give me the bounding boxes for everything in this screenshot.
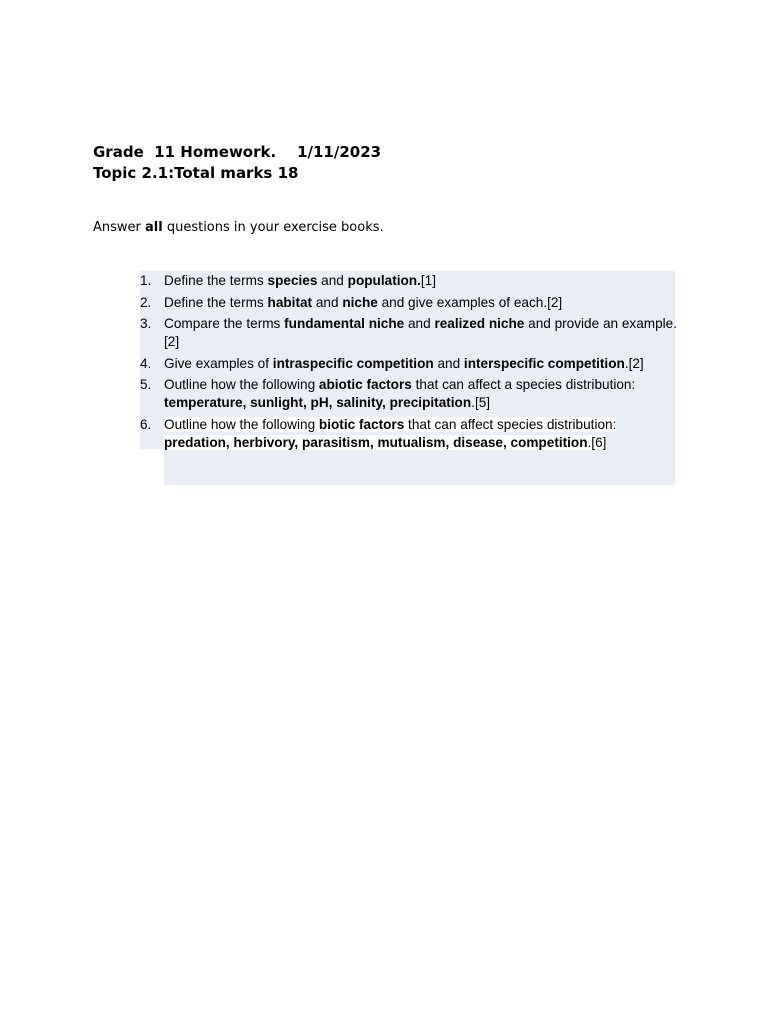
question-term: fundamental niche: [284, 316, 405, 331]
question-number: 3.: [140, 316, 152, 331]
instruction-text-after: questions in your exercise books.: [162, 220, 384, 235]
question-number: 1.: [140, 273, 152, 288]
question-number: 4.: [140, 355, 152, 371]
question-item-1: [140, 272, 680, 290]
question-text-part: .[2]: [624, 355, 644, 371]
question-text-part: .[6]: [587, 434, 607, 450]
question-item-3: [140, 315, 680, 351]
instruction-text-emphasis: all: [145, 220, 163, 235]
question-text-part: Compare the terms: [164, 316, 285, 331]
question-item-5: [140, 376, 680, 412]
question-text-part: Outline how the following: [164, 416, 319, 432]
question-term: temperature, sunlight, pH, salinity, precipitation: [164, 395, 472, 410]
question-text-part: .[5]: [471, 395, 491, 410]
instruction-text: [93, 219, 384, 236]
question-text-part: Define the terms: [164, 273, 268, 288]
question-text: [164, 295, 562, 310]
question-term: biotic factors: [318, 416, 405, 432]
question-term: abiotic factors: [318, 377, 412, 392]
question-number: 5.: [140, 377, 152, 392]
question-text-part: that can affect species distribution:: [404, 416, 617, 432]
question-item-6: [140, 416, 680, 452]
question-text-part: and give examples of each.[2]: [377, 294, 563, 310]
question-text-part: and provide an example.[2]: [164, 316, 678, 349]
question-item-4: [140, 355, 680, 373]
question-text-part: Outline how the following: [164, 377, 319, 392]
question-term: species: [267, 273, 318, 288]
question-number: 6.: [140, 416, 152, 432]
question-text-part: and: [312, 294, 343, 310]
question-list: [140, 272, 680, 455]
question-text: [164, 273, 436, 288]
question-text-part: and: [317, 273, 348, 288]
question-text-part: and: [433, 355, 464, 371]
question-text-part: and: [404, 316, 435, 331]
question-text: [164, 316, 677, 349]
question-term: habitat: [267, 294, 313, 310]
instruction-text-before: Answer: [93, 220, 146, 235]
question-term: interspecific competition: [463, 355, 625, 371]
question-term: intraspecific competition: [272, 355, 434, 371]
topic-title: Topic 2.1:Total marks 18: [93, 164, 299, 182]
question-term: niche: [342, 294, 378, 310]
question-text-part: Define the terms: [164, 294, 268, 310]
question-text: [164, 417, 616, 450]
question-text-part: Give examples of: [164, 355, 273, 371]
homework-title: Grade 11 Homework. 1/11/2023: [93, 143, 382, 161]
question-item-2: [140, 294, 680, 312]
question-text: [164, 377, 635, 410]
question-text: [164, 356, 644, 371]
question-term: realized niche: [434, 316, 525, 331]
question-term: predation, herbivory, parasitism, mutualism, disease, competition: [164, 434, 588, 450]
question-term: population.: [347, 273, 421, 288]
question-number: 2.: [140, 294, 152, 310]
question-text-part: [1]: [420, 273, 437, 288]
question-text-part: that can affect a species distribution:: [411, 377, 636, 392]
